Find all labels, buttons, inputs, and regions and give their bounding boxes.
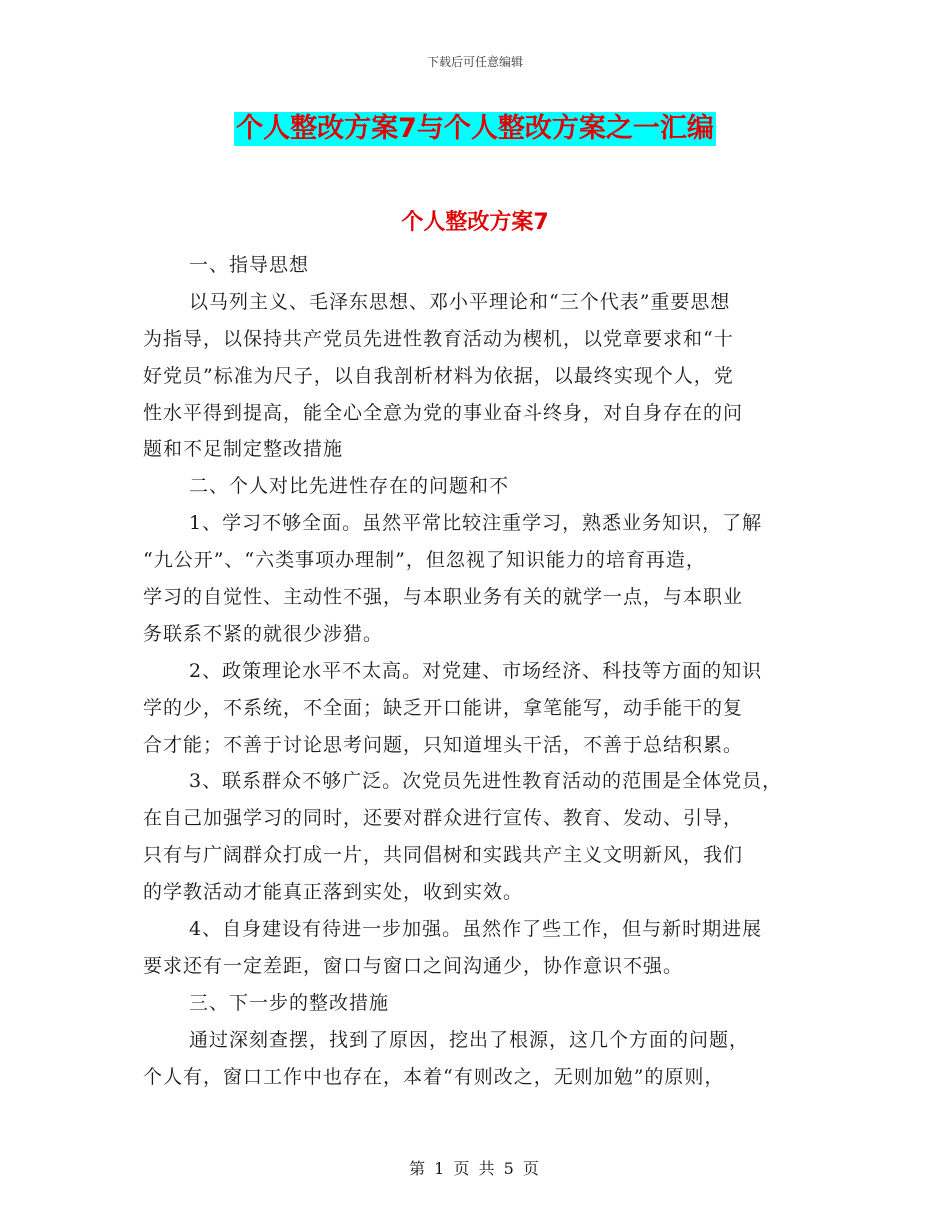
- text-line: 学的少，不系统，不全面；缺乏开口能讲，拿笔能写，动手能干的复: [143, 696, 744, 719]
- text-line: 只有与广阔群众打成一片，共同倡树和实践共产主义文明新风，我们: [143, 844, 744, 867]
- section-title: 个人整改方案7: [401, 210, 549, 235]
- page-footer: 第 1 页 共 5 页: [409, 1159, 541, 1178]
- text-line: “九公开”、“六类事项办理制”，但忽视了知识能力的培育再造，: [143, 549, 706, 572]
- text-line: 的学教活动才能真正落到实处，收到实效。: [143, 881, 524, 904]
- text-line: 2、政策理论水平不太高。对党建、市场经济、科技等方面的知识: [189, 659, 763, 682]
- text-line: 为指导，以保持共产党员先进性教育活动为楔机，以党章要求和“十: [143, 327, 734, 350]
- text-line: 合才能；不善于讨论思考问题，只知道埋头干活，不善于总结积累。: [143, 733, 744, 756]
- text-line: 三、下一步的整改措施: [189, 991, 390, 1014]
- text-line: 在自己加强学习的同时，还要对群众进行宣传、教育、发动、引导，: [143, 807, 744, 830]
- text-line: 1、学习不够全面。虽然平常比较注重学习，熟悉业务知识，了解: [189, 512, 763, 535]
- text-line: 学习的自觉性、主动性不强，与本职业务有关的就学一点，与本职业: [143, 586, 744, 609]
- text-line: 题和不足制定整改措施: [143, 438, 344, 461]
- text-line: 务联系不紧的就很少涉猎。: [143, 622, 384, 645]
- main-title: 个人整改方案7与个人整改方案之一汇编: [236, 113, 714, 144]
- text-line: 好党员”标准为尺子，以自我剖析材料为依据，以最终实现个人，党: [143, 364, 734, 387]
- text-line: 要求还有一定差距，窗口与窗口之间沟通少，协作意识不强。: [143, 954, 684, 977]
- text-line: 个人有，窗口工作中也存在，本着“有则改之，无则加勉”的原则，: [143, 1065, 725, 1088]
- text-line: 二、个人对比先进性存在的问题和不: [189, 475, 510, 498]
- text-line: 通过深刻查摆，找到了原因，挖出了根源，这几个方面的问题，: [189, 1028, 750, 1051]
- text-line: 以马列主义、毛泽东思想、邓小平理论和“三个代表”重要思想: [189, 290, 731, 313]
- text-line: 一、指导思想: [189, 254, 310, 276]
- header-note: 下载后可任意编辑: [426, 55, 523, 69]
- document-body: [143, 247, 823, 1095]
- main-title-wrap: [0, 112, 950, 146]
- text-line: 4、自身建设有待进一步加强。虽然作了些工作，但与新时期进展: [189, 918, 763, 941]
- text-line: 3、联系群众不够广泛。次党员先进性教育活动的范围是全体党员，: [189, 770, 783, 793]
- text-line: 性水平得到提高，能全心全意为党的事业奋斗终身，对自身存在的问: [143, 401, 744, 424]
